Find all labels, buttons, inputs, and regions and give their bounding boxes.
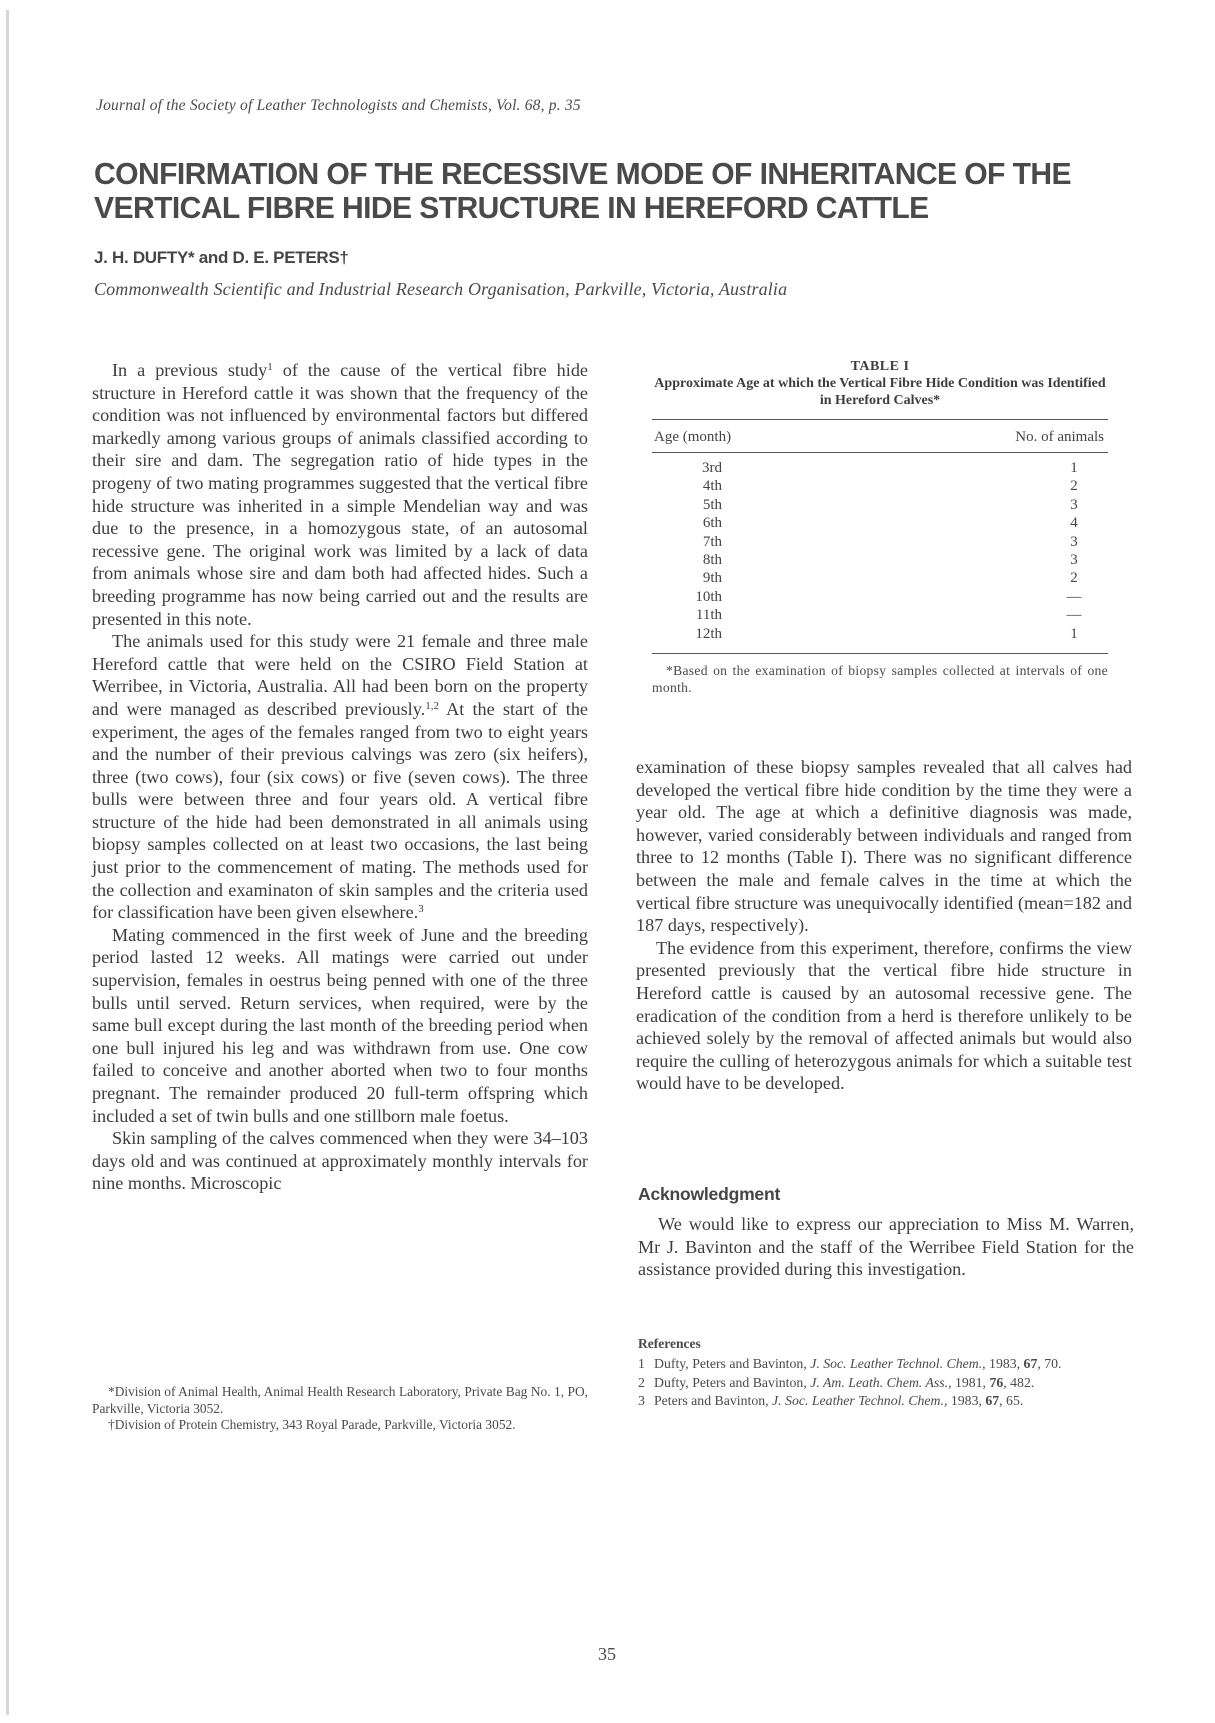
table-label: TABLE I <box>850 359 910 374</box>
column-header-count: No. of animals <box>1015 429 1104 445</box>
reference-item <box>638 1392 1138 1410</box>
body-paragraph <box>636 937 1132 1095</box>
cell-age: 6th <box>702 515 722 532</box>
table-row <box>652 625 1108 643</box>
article-authors: J. H. DUFTY* and D. E. PETERS† <box>94 248 349 267</box>
reference-journal: J. Soc. Leather Technol. Chem. <box>772 1392 944 1408</box>
reference-year: , 1983, <box>943 1392 986 1408</box>
citation-superscript: 1 <box>267 360 273 373</box>
right-column <box>636 756 1132 1095</box>
reference-text <box>654 1392 1138 1410</box>
scan-edge-rule <box>6 10 9 1715</box>
body-paragraph <box>636 756 1132 937</box>
footnote-2: †Division of Protein Chemistry, 343 Royal Parade, Parkville, Victoria 3052. <box>108 1417 516 1432</box>
reference-number: 2 <box>638 1374 645 1390</box>
column-header-age: Age (month) <box>654 429 732 445</box>
cell-count: 3 <box>1070 552 1078 569</box>
table-row <box>652 514 1108 532</box>
reference-volume: 67 <box>1023 1356 1038 1372</box>
body-paragraph <box>92 630 588 924</box>
reference-pages: , 70. <box>1037 1356 1062 1372</box>
cell-age: 9th <box>702 570 722 587</box>
cell-count: — <box>1066 607 1082 624</box>
reference-volume: 76 <box>989 1374 1004 1390</box>
cell-count: 1 <box>1070 625 1078 642</box>
references-list <box>638 1355 1138 1410</box>
cell-age: 8th <box>702 552 722 569</box>
reference-journal: J. Am. Leath. Chem. Ass. <box>810 1374 949 1390</box>
reference-year: , 1983, <box>982 1356 1024 1372</box>
cell-count: 1 <box>1070 460 1078 476</box>
cell-count: 2 <box>1070 570 1078 587</box>
table-row <box>652 477 1108 495</box>
table-row <box>652 569 1108 587</box>
article-title: CONFIRMATION OF THE RECESSIVE MODE OF INHERITANCE OF THE VERTICAL FIBRE HIDE STRUCTURE IN HEREFORD CATTLE <box>94 156 1072 225</box>
acknowledgment-heading: Acknowledgment <box>638 1184 781 1204</box>
reference-number: 3 <box>638 1392 645 1408</box>
reference-pages: , 65. <box>999 1392 1024 1408</box>
left-column <box>92 359 588 1195</box>
cell-count: — <box>1066 588 1082 605</box>
reference-item <box>638 1374 1138 1392</box>
reference-year: , 1981, <box>948 1374 990 1390</box>
reference-number: 1 <box>638 1356 645 1372</box>
reference-authors: Peters and Bavinton, <box>654 1392 773 1408</box>
table-row <box>652 551 1108 569</box>
reference-text <box>654 1355 1138 1373</box>
cell-age: 11th <box>695 607 722 624</box>
acknowledgment-section <box>638 1213 1134 1281</box>
body-paragraph <box>92 1127 588 1195</box>
cell-age: 3rd <box>702 460 722 476</box>
journal-header: Journal of the Society of Leather Technologists and Chemists, Vol. 68, p. 35 <box>96 97 581 114</box>
table-note: *Based on the examination of biopsy samples collected at intervals of one month. <box>652 663 1108 696</box>
citation-superscript: 3 <box>418 903 424 916</box>
paragraph-text: The animals used for this study were 21 female and three male Hereford cattle that were held on the CSIRO Field Station at Werribee, in Victoria, Australia. All had been born on the property and were managed as described previously. <box>92 631 588 719</box>
table-row <box>652 533 1108 551</box>
cell-count: 3 <box>1070 496 1078 513</box>
paragraph-text: examination of these biopsy samples revealed that all calves had developed the vertical fibre hide condition by the time they were a year old. The age at which a definitive diagnosis was made, however, varied considerably between individuals and ranged from three to 12 months (Table I). There was no significant difference between the male and female calves in the time at which the vertical fibre structure was unequivocally identified (mean=182 and 187 days, respectively). <box>636 757 1132 936</box>
page-number: 35 <box>598 1644 616 1664</box>
paragraph-text: Mating commenced in the first week of June and the breeding period lasted 12 weeks. All matings were carried out under supervision, females in oestrus being penned with one of the three bulls until served. Return services, when required, were by the same bull except during the last month of the breeding period when one bull injured his leg and was withdrawn from use. One cow failed to conceive and another aborted when two to four months pregnant. The remainder produced 20 full-term offspring which included a set of twin bulls and one stillborn male foetus. <box>92 924 588 1126</box>
body-paragraph <box>92 924 588 1127</box>
table-row <box>652 588 1108 606</box>
cell-age: 7th <box>702 533 722 550</box>
references-section <box>638 1335 1138 1410</box>
reference-pages: , 482. <box>1003 1374 1035 1390</box>
cell-age: 10th <box>695 588 722 605</box>
reference-journal: J. Soc. Leather Technol. Chem. <box>810 1356 983 1372</box>
table-caption: Approximate Age at which the Vertical Fibre Hide Condition was Identified in Hereford Calves* <box>654 376 1106 408</box>
cell-count: 2 <box>1070 478 1078 495</box>
paragraph-text: In a previous study <box>112 360 268 380</box>
article-affiliation: Commonwealth Scientific and Industrial Research Organisation, Parkville, Victoria, Australia <box>94 279 788 299</box>
cell-age: 4th <box>702 478 722 495</box>
author-footnotes <box>92 1384 588 1434</box>
body-paragraph <box>92 359 588 630</box>
table-1 <box>652 359 1108 696</box>
cell-age: 12th <box>695 625 722 642</box>
paragraph-text: At the start of the experiment, the ages of the females ranged from two to eight years and the number of their previous calvings was zero (six heifers), three (two cows), four (six cows) or five (seven cows). The three bulls were between three and four years old. A vertical fibre structure of the hide had been demonstrated in all animals using biopsy samples collected on at least two occasions, the last being just prior to the commencement of mating. The methods used for the collection and examinaton of skin samples and the criteria used for classification have been given elsewhere. <box>92 698 588 923</box>
cell-count: 4 <box>1070 515 1078 532</box>
acknowledgment-text: We would like to express our appreciation to Miss M. Warren, Mr J. Bavinton and the staff of the Werribee Field Station for the assistance provided during this investigation. <box>638 1214 1134 1280</box>
table-header-row <box>652 420 1108 452</box>
paragraph-text: The evidence from this experiment, therefore, confirms the view presented previously that the vertical fibre hide structure in Hereford cattle is caused by an autosomal recessive gene. The eradication of the condition from a herd is therefore unlikely to be achieved solely by the removal of affected animals but would also require the culling of heterozygous animals for which a suitable test would have to be developed. <box>636 937 1132 1094</box>
table-bottom-rule <box>652 653 1108 654</box>
reference-text <box>654 1374 1138 1392</box>
table-row <box>652 496 1108 514</box>
reference-volume: 67 <box>985 1392 1000 1408</box>
paragraph-text: Skin sampling of the calves commenced when they were 34–103 days old and was continued at approximately monthly intervals for nine months. Microscopic <box>92 1128 588 1194</box>
cell-count: 3 <box>1070 533 1078 550</box>
reference-authors: Dufty, Peters and Bavinton, <box>654 1356 811 1372</box>
cell-age: 5th <box>702 496 722 513</box>
table-row <box>652 459 1108 477</box>
references-heading: References <box>638 1336 701 1351</box>
table-body <box>652 453 1108 653</box>
citation-superscript: 1,2 <box>425 699 439 712</box>
footnote-1: *Division of Animal Health, Animal Health Research Laboratory, Private Bag No. 1, PO, Parkville, Victoria 3052. <box>92 1384 588 1416</box>
reference-item <box>638 1355 1138 1373</box>
table-row <box>652 606 1108 624</box>
paragraph-text: of the cause of the vertical fibre hide structure in Hereford cattle it was shown that the frequency of the condition was not influenced by environmental factors but differed markedly among various groups of animals classified according to their sire and dam. The segregation ratio of hide types in the progeny of two mating programmes suggested that the vertical fibre hide structure was inherited in a simple Mendelian way and was due to the presence, in a homozygous state, of an autosomal recessive gene. The original work was limited by a lack of data from animals whose sire and dam both had affected hides. Such a breeding programme has now being carried out and the results are presented in this note. <box>92 360 588 629</box>
reference-authors: Dufty, Peters and Bavinton, <box>654 1374 811 1390</box>
